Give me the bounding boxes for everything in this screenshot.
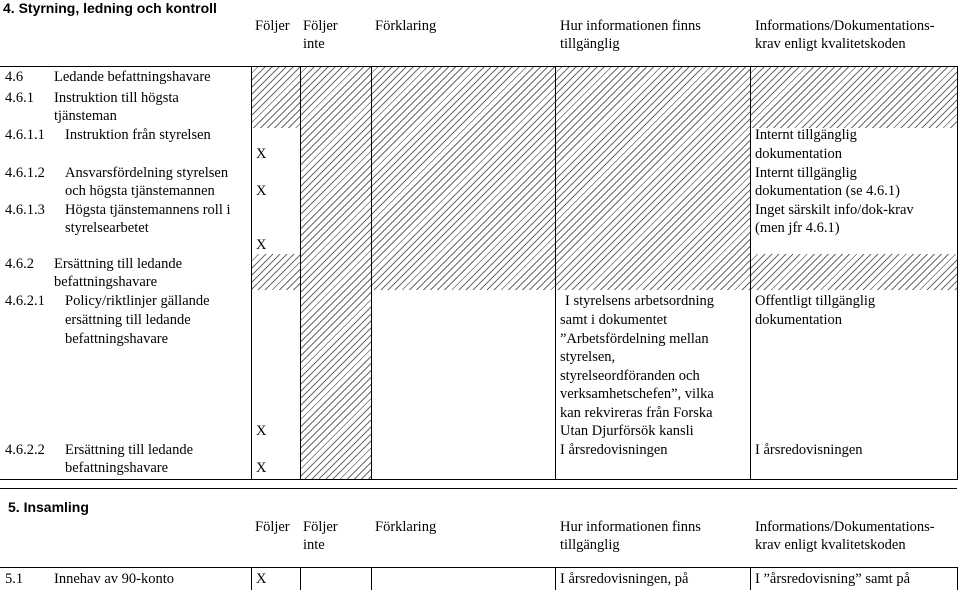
row-text: befattningshavare — [65, 331, 169, 347]
compliance-mark: X — [256, 183, 267, 199]
row-text: befattningshavare — [65, 460, 169, 476]
explanation-text: kan rekvireras från Forska — [560, 405, 713, 421]
row-text: Högsta tjänstemannens roll i — [65, 202, 231, 218]
explanation-text: styrelsen, — [560, 349, 616, 365]
explanation-text: Utan Djurförsök kansli — [560, 423, 694, 439]
row-number: 4.6.2.2 — [5, 442, 45, 458]
hatched-cell — [555, 66, 750, 290]
header-krav: Informations/Dokumentations- — [755, 519, 935, 535]
availability-text: Offentligt tillgänglig — [755, 293, 876, 309]
header-foljer: Följer — [255, 18, 290, 34]
row-number: 4.6.1.3 — [5, 202, 45, 218]
section-title: 4. Styrning, ledning och kontroll — [3, 0, 217, 16]
row-divider — [0, 488, 957, 489]
row-text: Instruktion från styrelsen — [65, 127, 211, 143]
compliance-mark: X — [256, 423, 267, 439]
hatched-cell — [300, 66, 371, 480]
row-text: styrelsearbetet — [65, 220, 149, 236]
availability-text: dokumentation — [755, 146, 842, 162]
compliance-mark: X — [256, 460, 267, 476]
row-text: Ledande befattningshavare — [54, 69, 211, 85]
row-number: 4.6.1 — [5, 90, 34, 106]
column-divider — [555, 567, 556, 590]
row-text: befattningshavare — [54, 274, 158, 290]
row-text: Policy/riktlinjer gällande — [65, 293, 210, 309]
row-divider — [0, 479, 957, 480]
row-number: 4.6.2.1 — [5, 293, 45, 309]
compliance-mark: X — [256, 237, 267, 253]
availability-text: I ”årsredovisning” samt på — [755, 571, 911, 587]
column-divider — [750, 66, 751, 480]
header-foljer-inte-2: inte — [303, 36, 325, 52]
column-divider — [251, 66, 252, 480]
column-divider — [371, 567, 372, 590]
row-number: 4.6.2 — [5, 256, 34, 272]
header-hur: Hur informationen finns — [560, 519, 701, 535]
header-foljer-inte-2: inte — [303, 537, 325, 553]
column-divider — [957, 66, 958, 480]
header-hur: Hur informationen finns — [560, 18, 701, 34]
availability-text: (men jfr 4.6.1) — [755, 220, 840, 236]
hatched-cell — [371, 66, 555, 290]
hatched-cell — [251, 66, 300, 128]
column-divider — [300, 567, 301, 590]
hatched-cell — [750, 254, 957, 290]
header-foljer-inte: Följer — [303, 519, 338, 535]
header-forklaring: Förklaring — [375, 519, 437, 535]
row-number: 4.6.1.1 — [5, 127, 45, 143]
row-text: och högsta tjänstemannen — [65, 183, 215, 199]
header-foljer-inte: Följer — [303, 18, 338, 34]
compliance-mark: X — [256, 571, 267, 587]
header-forklaring: Förklaring — [375, 18, 437, 34]
header-krav-2: krav enligt kvalitetskoden — [755, 36, 906, 52]
availability-text: dokumentation (se 4.6.1) — [755, 183, 900, 199]
row-text: Ersättning till ledande — [54, 256, 183, 272]
header-hur-2: tillgänglig — [560, 537, 620, 553]
explanation-text: styrelseordföranden och — [560, 368, 700, 384]
row-text: Instruktion till högsta — [54, 90, 179, 106]
explanation-text: ”Arbetsfördelning mellan — [560, 331, 709, 347]
availability-text: Internt tillgänglig — [755, 165, 857, 181]
explanation-text: I årsredovisningen, på — [560, 571, 689, 587]
row-text: Ansvarsfördelning styrelsen — [65, 165, 229, 181]
availability-text: Inget särskilt info/dok-krav — [755, 202, 914, 218]
availability-text: dokumentation — [755, 312, 842, 328]
column-divider — [555, 66, 556, 480]
hatched-cell — [750, 66, 957, 128]
column-divider — [371, 66, 372, 480]
row-number: 4.6.1.2 — [5, 165, 45, 181]
explanation-text: I styrelsens arbetsordning — [565, 293, 714, 309]
header-krav-2: krav enligt kvalitetskoden — [755, 537, 906, 553]
header-foljer: Följer — [255, 519, 290, 535]
row-text: tjänsteman — [54, 108, 117, 124]
column-divider — [750, 567, 751, 590]
availability-text: Internt tillgänglig — [755, 127, 857, 143]
row-divider — [0, 567, 957, 568]
row-number: 5.1 — [5, 571, 24, 587]
hatched-cell — [251, 254, 300, 290]
column-divider — [251, 567, 252, 590]
availability-text: I årsredovisningen — [755, 442, 863, 458]
row-number: 4.6 — [5, 69, 24, 85]
explanation-text: verksamhetschefen”, vilka — [560, 386, 714, 402]
row-text: Ersättning till ledande — [65, 442, 194, 458]
column-divider — [300, 66, 301, 480]
column-divider — [957, 567, 958, 590]
header-krav: Informations/Dokumentations- — [755, 18, 935, 34]
section-title: 5. Insamling — [8, 499, 89, 515]
row-text: Innehav av 90-konto — [54, 571, 174, 587]
explanation-text: I årsredovisningen — [560, 442, 668, 458]
row-text: ersättning till ledande — [65, 312, 191, 328]
compliance-mark: X — [256, 146, 267, 162]
explanation-text: samt i dokumentet — [560, 312, 668, 328]
header-hur-2: tillgänglig — [560, 36, 620, 52]
row-divider — [0, 66, 957, 67]
